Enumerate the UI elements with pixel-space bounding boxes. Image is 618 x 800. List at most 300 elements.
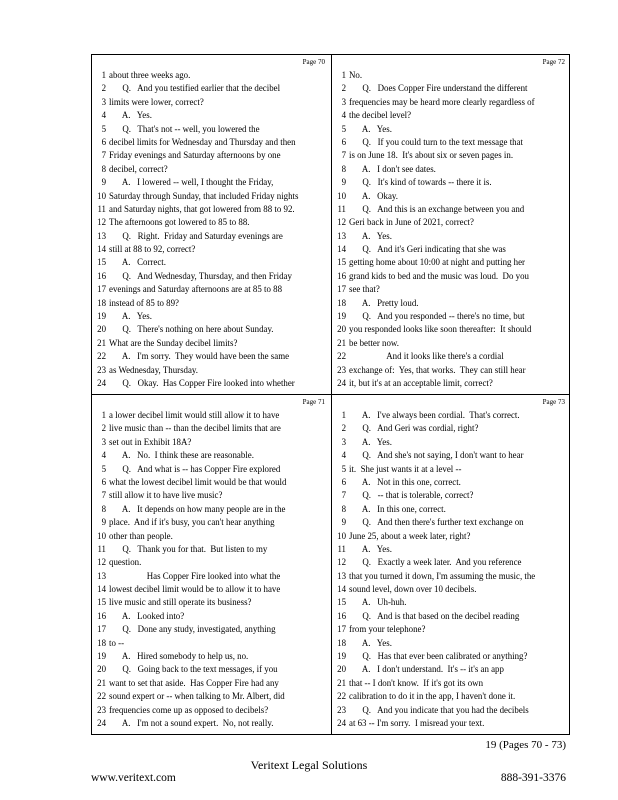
line-text: Saturday through Sunday, that included Friday nights: [109, 190, 299, 201]
line-number: 14: [97, 584, 106, 595]
line-text: live music and still operate its business?: [109, 597, 252, 608]
transcript-line: [92, 364, 331, 377]
transcript-lines: [332, 69, 571, 390]
transcript-line: [332, 270, 571, 283]
line-text: from your telephone?: [349, 624, 426, 635]
transcript-line: [92, 123, 331, 136]
line-text: Q. Going back to the text messages, if you: [109, 664, 278, 675]
line-number: 21: [97, 677, 106, 688]
transcript-grid: [91, 54, 570, 735]
line-text: that -- I don't know. If it's got its own: [349, 677, 484, 688]
line-number: 3: [341, 96, 346, 107]
transcript-line: [332, 623, 571, 636]
transcript-line: [332, 283, 571, 296]
transcript-line: [332, 377, 571, 390]
line-number: 2: [101, 423, 106, 434]
line-number: 16: [97, 610, 106, 621]
line-text: A. Yes.: [349, 637, 392, 648]
line-text: set out in Exhibit 18A?: [109, 436, 192, 447]
line-number: 11: [337, 543, 346, 554]
transcript-line: [332, 489, 571, 502]
transcript-line: [92, 243, 331, 256]
line-text: exchange of: Yes, that works. They can still hear: [349, 364, 526, 375]
line-text: getting home about 10:00 at night and putting her: [349, 257, 525, 268]
page-panel-72: [332, 55, 571, 394]
line-number: 9: [101, 177, 106, 188]
line-number: 20: [97, 324, 106, 335]
line-number: 22: [97, 351, 106, 362]
transcript-lines: [92, 409, 331, 730]
line-text: Q. And she's not saying, I don't want to hear: [349, 450, 524, 461]
line-text: Q. And what is -- has Copper Fire explored: [109, 463, 281, 474]
line-number: 1: [341, 70, 346, 80]
line-number: 18: [337, 297, 346, 308]
line-number: 12: [337, 557, 346, 568]
line-text: the decibel level?: [349, 110, 412, 121]
line-text: frequencies may be heard more clearly regardless of: [349, 96, 535, 107]
line-number: 9: [341, 177, 346, 188]
transcript-line: [92, 610, 331, 623]
transcript-line: [92, 190, 331, 203]
line-text: A. Uh-huh.: [349, 597, 407, 608]
transcript-line: [332, 82, 571, 95]
line-text: live music than -- than the decibel limits that are: [109, 423, 281, 434]
line-text: Has Copper Fire looked into what the: [109, 570, 281, 581]
line-number: 8: [341, 503, 346, 514]
transcript-line: [92, 596, 331, 609]
page-label: Page 73: [542, 398, 565, 406]
line-number: 2: [341, 423, 346, 434]
line-number: 5: [101, 123, 106, 134]
line-text: grand kids to bed and the music was loud. Do you: [349, 270, 529, 281]
transcript-line: [92, 583, 331, 596]
line-text: Q. And is that based on the decibel reading: [349, 610, 520, 621]
line-text: place. And if it's busy, you can't hear anything: [109, 517, 275, 528]
line-number: 21: [337, 337, 346, 348]
line-text: calibration to do it in the app, I haven't done it.: [349, 691, 516, 702]
line-text: Friday evenings and Saturday afternoons by one: [109, 150, 281, 161]
line-text: Q. And Geri was cordial, right?: [349, 423, 479, 434]
line-number: 22: [337, 691, 346, 702]
transcript-line: [92, 476, 331, 489]
line-number: 22: [337, 351, 346, 362]
transcript-line: [332, 256, 571, 269]
line-text: to --: [109, 637, 125, 648]
line-number: 2: [341, 83, 346, 94]
line-number: 16: [97, 270, 106, 281]
line-number: 18: [337, 637, 346, 648]
line-text: want to set that aside. Has Copper Fire had any: [109, 677, 279, 688]
line-text: and Saturday nights, that got lowered from 88 to 92.: [109, 203, 295, 214]
transcript-line: [332, 109, 571, 122]
line-text: lowest decibel limit would be to allow it to have: [109, 584, 281, 595]
line-text: evenings and Saturday afternoons are at 85 to 88: [109, 284, 283, 295]
transcript-line: [92, 623, 331, 636]
line-text: see that?: [349, 284, 380, 295]
line-text: Q. -- that is tolerable, correct?: [349, 490, 474, 501]
line-text: A. Looked into?: [109, 610, 185, 621]
line-number: 5: [101, 463, 106, 474]
line-number: 18: [97, 297, 106, 308]
line-text: Q. Thank you for that. But listen to my: [109, 543, 268, 554]
transcript-line: [92, 463, 331, 476]
line-text: June 25, about a week later, right?: [349, 530, 471, 541]
line-number: 15: [337, 257, 346, 268]
line-number: 19: [337, 311, 346, 322]
line-number: 14: [97, 244, 106, 255]
transcript-line: [332, 123, 571, 136]
transcript-line: [92, 503, 331, 516]
transcript-line: [92, 556, 331, 569]
footer-company: Veritext Legal Solutions: [250, 758, 368, 772]
line-number: 10: [337, 190, 346, 201]
transcript-line: [92, 677, 331, 690]
transcript-line: [332, 149, 571, 162]
line-number: 8: [341, 163, 346, 174]
line-text: limits were lower, correct?: [109, 96, 204, 107]
line-text: you responded looks like soon thereafter: It should: [349, 324, 532, 335]
transcript-line: [92, 109, 331, 122]
transcript-line: [332, 677, 571, 690]
line-number: 12: [97, 217, 106, 228]
transcript-line: [332, 436, 571, 449]
line-text: The afternoons got lowered to 85 to 88.: [109, 217, 250, 228]
transcript-line: [332, 310, 571, 323]
line-text: A. Yes.: [349, 543, 392, 554]
line-number: 20: [337, 324, 346, 335]
transcript-line: [92, 82, 331, 95]
transcript-line: [332, 663, 571, 676]
line-number: 18: [97, 637, 106, 648]
line-text: decibel limits for Wednesday and Thursday and then: [109, 136, 296, 147]
line-text: it, but it's at an acceptable limit, correct?: [349, 377, 493, 388]
line-number: 3: [101, 96, 106, 107]
line-text: is on June 18. It's about six or seven pages in.: [349, 150, 514, 161]
line-text: still at 88 to 92, correct?: [109, 244, 196, 255]
transcript-line: [332, 717, 571, 730]
line-text: Q. And you responded -- there's no time, but: [349, 311, 525, 322]
transcript-line: [332, 556, 571, 569]
transcript-line: [92, 176, 331, 189]
line-text: A. Yes.: [349, 230, 392, 241]
line-text: a lower decibel limit would still allow it to have: [109, 410, 280, 420]
line-number: 24: [97, 377, 106, 388]
line-text: A. I've always been cordial. That's correct.: [349, 410, 520, 420]
footer-phone: 888-391-3376: [500, 772, 566, 784]
transcript-line: [332, 323, 571, 336]
line-text: Q. And you indicate that you had the decibels: [349, 704, 529, 715]
line-text: A. No. I think these are reasonable.: [109, 450, 254, 461]
line-number: 4: [341, 110, 346, 121]
line-text: A. I lowered -- well, I thought the Friday,: [109, 177, 274, 188]
transcript-line: [92, 350, 331, 363]
line-text: other than people.: [109, 530, 173, 541]
transcript-line: [92, 409, 331, 422]
transcript-line: [92, 163, 331, 176]
line-text: it. She just wants it at a level --: [349, 463, 462, 474]
transcript-line: [332, 422, 571, 435]
transcript-line: [92, 256, 331, 269]
line-text: Q. And it's Geri indicating that she was: [349, 244, 506, 255]
line-number: 13: [337, 230, 346, 241]
transcript-line: [332, 203, 571, 216]
transcript-line: [92, 516, 331, 529]
line-number: 4: [101, 110, 106, 121]
line-number: 11: [97, 203, 106, 214]
line-text: Q. And then there's further text exchange on: [349, 517, 524, 528]
line-number: 19: [337, 651, 346, 662]
transcript-line: [92, 436, 331, 449]
transcript-line: [92, 283, 331, 296]
transcript-line: [332, 190, 571, 203]
line-number: 12: [97, 557, 106, 568]
line-text: A. Yes.: [349, 123, 392, 134]
line-number: 5: [341, 123, 346, 134]
line-number: 5: [341, 463, 346, 474]
line-number: 11: [337, 203, 346, 214]
line-text: be better now.: [349, 337, 399, 348]
line-number: 13: [337, 570, 346, 581]
line-text: about three weeks ago.: [109, 70, 191, 80]
line-number: 12: [337, 217, 346, 228]
line-number: 16: [337, 610, 346, 621]
line-number: 15: [97, 257, 106, 268]
line-number: 2: [101, 83, 106, 94]
transcript-line: [92, 570, 331, 583]
transcript-line: [332, 650, 571, 663]
transcript-line: [332, 163, 571, 176]
transcript-line: [332, 530, 571, 543]
transcript-line: [92, 637, 331, 650]
line-number: 23: [337, 364, 346, 375]
line-number: 15: [97, 597, 106, 608]
line-number: 3: [101, 436, 106, 447]
transcript-line: [332, 704, 571, 717]
transcript-line: [332, 583, 571, 596]
line-number: 20: [337, 664, 346, 675]
footer-website: www.veritext.com: [91, 772, 176, 784]
transcript-line: [332, 243, 571, 256]
page-label: Page 71: [302, 398, 325, 406]
transcript-line: [92, 337, 331, 350]
line-text: Q. And Wednesday, Thursday, and then Friday: [109, 270, 292, 281]
transcript-line: [92, 69, 331, 82]
transcript-line: [332, 297, 571, 310]
line-number: 16: [337, 270, 346, 281]
transcript-line: [92, 297, 331, 310]
line-number: 4: [101, 450, 106, 461]
transcript-line: [332, 449, 571, 462]
transcript-line: [332, 463, 571, 476]
transcript-line: [92, 543, 331, 556]
line-text: A. I'm not a sound expert. No, not really.: [109, 717, 274, 728]
line-text: A. Yes.: [349, 436, 392, 447]
page-panel-70: [92, 55, 331, 394]
line-text: A. Pretty loud.: [349, 297, 419, 308]
transcript-line: [332, 69, 571, 82]
transcript-line: [332, 596, 571, 609]
transcript-line: [92, 530, 331, 543]
line-number: 1: [341, 410, 346, 420]
transcript-line: [92, 704, 331, 717]
line-text: A. It depends on how many people are in the: [109, 503, 286, 514]
line-text: A. Hired somebody to help us, no.: [109, 651, 249, 662]
line-number: 20: [97, 664, 106, 675]
transcript-line: [332, 216, 571, 229]
line-number: 14: [337, 244, 346, 255]
line-text: frequencies come up as opposed to decibels?: [109, 704, 269, 715]
transcript-line: [92, 136, 331, 149]
line-number: 10: [97, 190, 106, 201]
transcript-line: [92, 230, 331, 243]
line-number: 1: [101, 410, 106, 420]
line-text: A. Yes.: [109, 110, 152, 121]
line-text: sound level, down over 10 decibels.: [349, 584, 477, 595]
transcript-line: [92, 216, 331, 229]
line-text: What are the Sunday decibel limits?: [109, 337, 238, 348]
transcript-line: [332, 136, 571, 149]
line-text: A. Yes.: [109, 311, 152, 322]
transcript-line: [332, 516, 571, 529]
transcript-line: [332, 476, 571, 489]
line-text: A. Not in this one, correct.: [349, 476, 461, 487]
line-text: Q. Has that ever been calibrated or anything?: [349, 651, 528, 662]
line-text: A. In this one, correct.: [349, 503, 446, 514]
line-number: 6: [341, 136, 346, 147]
line-text: question.: [109, 557, 142, 568]
page-range-summary: 19 (Pages 70 - 73): [485, 739, 566, 751]
line-number: 13: [97, 570, 106, 581]
line-number: 23: [97, 704, 106, 715]
line-text: Geri back in June of 2021, correct?: [349, 217, 474, 228]
transcript-line: [332, 350, 571, 363]
line-number: 17: [337, 284, 346, 295]
line-number: 6: [341, 476, 346, 487]
line-number: 17: [337, 624, 346, 635]
line-number: 23: [97, 364, 106, 375]
line-text: Q. Does Copper Fire understand the different: [349, 83, 528, 94]
transcript-line: [332, 503, 571, 516]
line-number: 24: [97, 717, 106, 728]
transcript-line: [92, 270, 331, 283]
line-number: 19: [97, 311, 106, 322]
line-number: 3: [341, 436, 346, 447]
line-text: as Wednesday, Thursday.: [109, 364, 198, 375]
transcript-line: [332, 637, 571, 650]
transcript-line: [92, 650, 331, 663]
line-text: Q. There's nothing on here about Sunday.: [109, 324, 274, 335]
line-text: Q. Right. Friday and Saturday evenings are: [109, 230, 283, 241]
line-text: decibel, correct?: [109, 163, 168, 174]
line-number: 6: [101, 136, 106, 147]
line-number: 11: [97, 543, 106, 554]
transcript-lines: [332, 409, 571, 730]
line-number: 14: [337, 584, 346, 595]
line-number: 23: [337, 704, 346, 715]
line-text: A. I don't understand. It's -- it's an app: [349, 664, 504, 675]
line-text: Q. And this is an exchange between you and: [349, 203, 525, 214]
line-number: 7: [101, 150, 106, 161]
line-number: 9: [101, 517, 106, 528]
line-number: 1: [101, 70, 106, 80]
line-number: 22: [97, 691, 106, 702]
transcript-line: [92, 690, 331, 703]
transcript-line: [332, 176, 571, 189]
line-text: still allow it to have live music?: [109, 490, 223, 501]
line-number: 7: [341, 150, 346, 161]
line-number: 10: [97, 530, 106, 541]
transcript-line: [92, 323, 331, 336]
line-number: 7: [101, 490, 106, 501]
transcript-line: [92, 717, 331, 730]
line-text: at 63 -- I'm sorry. I misread your text.: [349, 717, 485, 728]
transcript-line: [92, 422, 331, 435]
line-text: No.: [349, 70, 363, 80]
line-text: Q. And you testified earlier that the decibel: [109, 83, 281, 94]
transcript-line: [332, 409, 571, 422]
line-number: 24: [337, 717, 346, 728]
line-text: Q. If you could turn to the text message that: [349, 136, 524, 147]
page-label: Page 70: [302, 58, 325, 66]
line-number: 17: [97, 624, 106, 635]
line-number: 19: [97, 651, 106, 662]
transcript-line: [332, 543, 571, 556]
line-number: 21: [97, 337, 106, 348]
line-text: sound expert or -- when talking to Mr. Albert, did: [109, 691, 285, 702]
line-text: A. Okay.: [349, 190, 398, 201]
line-number: 4: [341, 450, 346, 461]
line-number: 21: [337, 677, 346, 688]
transcript-line: [332, 610, 571, 623]
transcript-line: [92, 149, 331, 162]
line-text: Q. Exactly a week later. And you reference: [349, 557, 522, 568]
line-number: 9: [341, 517, 346, 528]
transcript-line: [92, 377, 331, 390]
line-text: what the lowest decibel limit would be that would: [109, 476, 287, 487]
line-number: 13: [97, 230, 106, 241]
line-number: 24: [337, 377, 346, 388]
line-text: Q. That's not -- well, you lowered the: [109, 123, 260, 134]
transcript-line: [332, 690, 571, 703]
line-number: 8: [101, 163, 106, 174]
line-text: A. Correct.: [109, 257, 166, 268]
page-panel-71: [92, 395, 331, 734]
line-text: instead of 85 to 89?: [109, 297, 179, 308]
transcript-line: [332, 230, 571, 243]
line-text: And it looks like there's a cordial: [349, 351, 504, 362]
page-label: Page 72: [542, 58, 565, 66]
transcript-line: [92, 96, 331, 109]
line-text: Q. It's kind of towards -- there it is.: [349, 177, 492, 188]
page-panel-73: [332, 395, 571, 734]
line-number: 10: [337, 530, 346, 541]
transcript-line: [332, 570, 571, 583]
transcript-line: [92, 449, 331, 462]
line-text: Q. Done any study, investigated, anything: [109, 624, 276, 635]
line-number: 7: [341, 490, 346, 501]
line-text: A. I don't see dates.: [349, 163, 436, 174]
transcript-line: [332, 337, 571, 350]
line-text: that you turned it down, I'm assuming the music, the: [349, 570, 536, 581]
line-number: 8: [101, 503, 106, 514]
transcript-line: [92, 663, 331, 676]
line-number: 17: [97, 284, 106, 295]
line-text: A. I'm sorry. They would have been the same: [109, 351, 290, 362]
transcript-line: [332, 96, 571, 109]
transcript-line: [92, 310, 331, 323]
transcript-lines: [92, 69, 331, 390]
line-number: 6: [101, 476, 106, 487]
